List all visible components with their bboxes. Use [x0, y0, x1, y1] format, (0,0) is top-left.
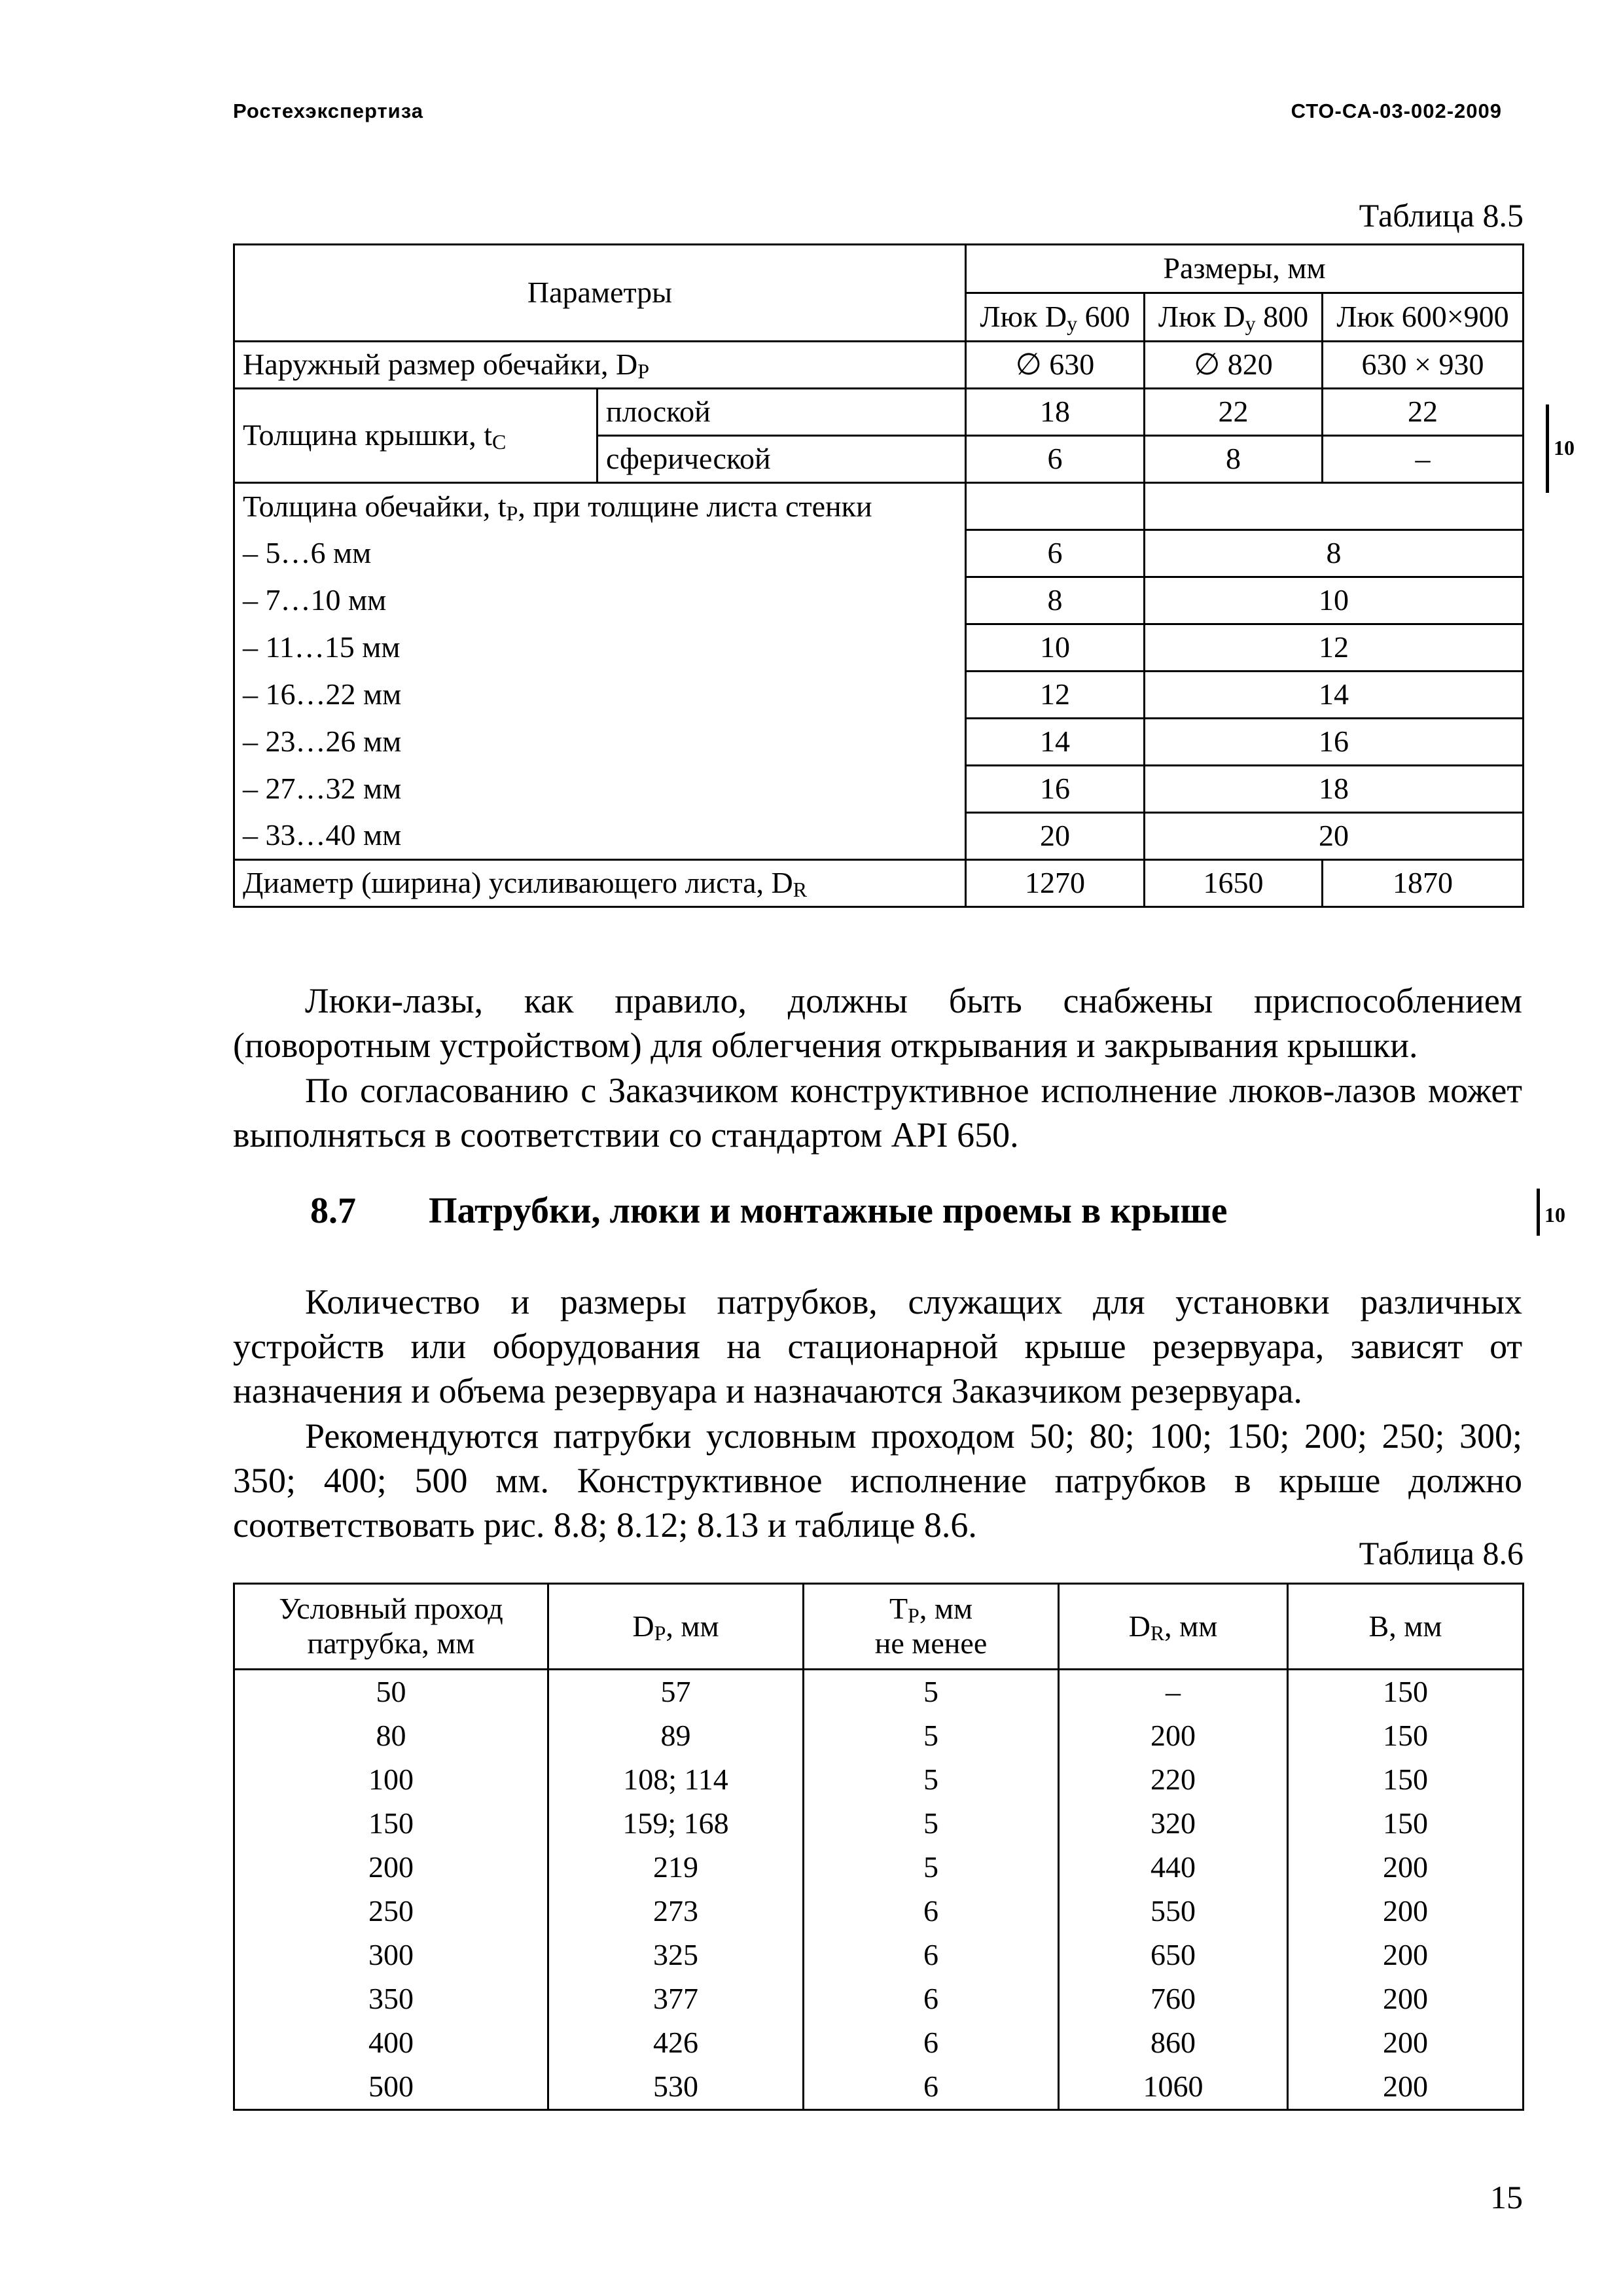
table-cell: 159; 168	[548, 1802, 804, 1846]
table-cell: 650	[1059, 1933, 1288, 1977]
section-title: Патрубки, люки и монтажные проемы в крыше	[429, 1191, 1228, 1231]
outer-size-label: Наружный размер обечайки, $D_P$	[234, 342, 966, 389]
revision-bar	[1537, 1189, 1540, 1236]
table-cell: 14	[966, 719, 1145, 766]
table-8-6-caption: Таблица 8.6	[1359, 1535, 1524, 1571]
table-cell: 6	[966, 530, 1145, 577]
reinforcing-sheet-label: Диаметр (ширина) усиливающего листа, $D_R$	[234, 860, 966, 907]
table-cell	[1145, 483, 1524, 530]
table-cell: 550	[1059, 1890, 1288, 1933]
table-cell: 8	[966, 577, 1145, 624]
flat-label: плоской	[597, 389, 966, 436]
table-cell: 100	[234, 1758, 548, 1802]
table-cell: 860	[1059, 2021, 1288, 2065]
table-cell: 6	[966, 436, 1145, 483]
table-row	[234, 766, 1524, 813]
table-cell: 150	[1288, 1714, 1524, 1758]
col-hatch-600: Люк $D_у$ 600	[966, 293, 1145, 342]
section-number: 8.7	[310, 1191, 356, 1231]
shell-range: – 27…32 мм	[234, 766, 966, 813]
table-cell	[966, 483, 1145, 530]
table-cell: 500	[234, 2065, 548, 2110]
table-row	[234, 1890, 1524, 1933]
table-row	[234, 1977, 1524, 2021]
col-hatch-800: Люк $D_у$ 800	[1145, 293, 1323, 342]
col-params-header: Параметры	[234, 245, 966, 342]
table-cell: 630 × 930	[1323, 342, 1524, 389]
table-cell: 10	[966, 624, 1145, 672]
table-cell: 12	[966, 672, 1145, 719]
table-row	[234, 483, 1524, 530]
table-cell: 20	[966, 813, 1145, 860]
table-cell: 1060	[1059, 2065, 1288, 2110]
col-sizes-header: Размеры, мм	[966, 245, 1524, 293]
table-cell: 150	[1288, 1802, 1524, 1846]
table-cell: 325	[548, 1933, 804, 1977]
table-cell: 6	[804, 1890, 1059, 1933]
table-cell: 1270	[966, 860, 1145, 907]
table-cell: 200	[1288, 1890, 1524, 1933]
header-doc-code: СТО-СА-03-002-2009	[1291, 99, 1502, 122]
col-hatch-600x900: Люк 600×900	[1323, 293, 1524, 342]
table-cell: 219	[548, 1846, 804, 1890]
shell-range: – 23…26 мм	[234, 719, 966, 766]
table-cell: –	[1059, 1670, 1288, 1715]
revision-number: 10	[1544, 1203, 1565, 1227]
table-8-6	[233, 1583, 1524, 2111]
table-8-5	[233, 243, 1524, 908]
table-cell: 6	[804, 2065, 1059, 2110]
paragraph: Рекомендуются патрубки условным проходом 50; 80; 100; 150; 200; 250; 300; 350; 400; 500 мм. Конструктивное исполнение патрубков в крыше должно соответствовать рис. 8.8; 8.12; 8.13 и таблице 8.6.	[233, 1416, 1522, 1545]
cover-thickness-label: Толщина крышки, $t_C$	[234, 389, 597, 483]
table-row	[234, 1714, 1524, 1758]
table-cell: 20	[1145, 813, 1524, 860]
table-row	[234, 1758, 1524, 1802]
table-cell: 5	[804, 1758, 1059, 1802]
table-cell: 200	[1288, 1846, 1524, 1890]
table-cell: 80	[234, 1714, 548, 1758]
table-cell: 12	[1145, 624, 1524, 672]
table-row	[234, 1670, 1524, 1715]
table-cell: 377	[548, 1977, 804, 2021]
table-row	[234, 2021, 1524, 2065]
col-b: B, мм	[1288, 1584, 1524, 1670]
table-cell: 8	[1145, 530, 1524, 577]
table-cell: 1650	[1145, 860, 1323, 907]
table-cell: 8	[1145, 436, 1323, 483]
table-cell: 6	[804, 1933, 1059, 1977]
table-cell: 22	[1323, 389, 1524, 436]
table-cell: 22	[1145, 389, 1323, 436]
col-nominal-bore: Условный проход патрубка, мм	[234, 1584, 548, 1670]
col-dr: $D_R$, мм	[1059, 1584, 1288, 1670]
table-row	[234, 719, 1524, 766]
table-cell: ∅ 630	[966, 342, 1145, 389]
table-cell: 150	[1288, 1670, 1524, 1715]
col-dp: $D_P$, мм	[548, 1584, 804, 1670]
revision-bar	[1546, 404, 1549, 493]
table-row	[234, 342, 1524, 389]
table-row	[234, 813, 1524, 860]
table-cell: 200	[1288, 2021, 1524, 2065]
table-cell: 6	[804, 1977, 1059, 2021]
table-cell: 89	[548, 1714, 804, 1758]
table-cell: 200	[1288, 1977, 1524, 2021]
table-row	[234, 577, 1524, 624]
table-cell: 16	[1145, 719, 1524, 766]
table-cell: 5	[804, 1714, 1059, 1758]
shell-range: – 33…40 мм	[234, 813, 966, 860]
table-cell: 50	[234, 1670, 548, 1715]
table-cell: 300	[234, 1933, 548, 1977]
table-cell: 150	[1288, 1758, 1524, 1802]
table-cell: 400	[234, 2021, 548, 2065]
table-cell: 530	[548, 2065, 804, 2110]
table-cell: 440	[1059, 1846, 1288, 1890]
table-cell: 250	[234, 1890, 548, 1933]
table-cell: –	[1323, 436, 1524, 483]
table-cell: 108; 114	[548, 1758, 804, 1802]
table-cell: 200	[1059, 1714, 1288, 1758]
header-org: Ростехэкспертиза	[233, 99, 423, 122]
table-cell: ∅ 820	[1145, 342, 1323, 389]
table-cell: 14	[1145, 672, 1524, 719]
table-cell: 150	[234, 1802, 548, 1846]
table-cell: 16	[966, 766, 1145, 813]
table-row	[234, 624, 1524, 672]
table-row	[234, 530, 1524, 577]
table-cell: 18	[1145, 766, 1524, 813]
table-cell: 426	[548, 2021, 804, 2065]
table-cell: 273	[548, 1890, 804, 1933]
table-row	[234, 389, 1524, 436]
table-cell: 5	[804, 1802, 1059, 1846]
table-row	[234, 672, 1524, 719]
table-cell: 200	[1288, 2065, 1524, 2110]
revision-number: 10	[1554, 436, 1575, 459]
paragraph: Люки-лазы, как правило, должны быть снабжены приспособлением (поворотным устройством) для облегчения открывания и закрывания крышки.	[233, 981, 1522, 1065]
shell-range: – 5…6 мм	[234, 530, 966, 577]
table-cell: 10	[1145, 577, 1524, 624]
table-row	[234, 1933, 1524, 1977]
table-cell: 1870	[1323, 860, 1524, 907]
table-row	[234, 1846, 1524, 1890]
table-cell: 5	[804, 1846, 1059, 1890]
table-row	[234, 2065, 1524, 2110]
page-number: 15	[1490, 2179, 1523, 2215]
table-cell: 760	[1059, 1977, 1288, 2021]
spherical-label: сферической	[597, 436, 966, 483]
table-cell: 220	[1059, 1758, 1288, 1802]
shell-range: – 11…15 мм	[234, 624, 966, 672]
table-cell: 200	[1288, 1933, 1524, 1977]
table-cell: 320	[1059, 1802, 1288, 1846]
shell-range: – 16…22 мм	[234, 672, 966, 719]
shell-range: – 7…10 мм	[234, 577, 966, 624]
col-tp: $T_P$, мм не менее	[804, 1584, 1059, 1670]
paragraph: По согласованию с Заказчиком конструктивное исполнение люков-лазов может выполняться в соответствии со стандартом API 650.	[233, 1071, 1522, 1155]
table-cell: 5	[804, 1670, 1059, 1715]
table-cell: 57	[548, 1670, 804, 1715]
table-cell: 200	[234, 1846, 548, 1890]
shell-thickness-label: Толщина обечайки, $t_P$, при толщине листа стенки	[234, 483, 966, 530]
paragraph: Количество и размеры патрубков, служащих для установки различных устройств или оборудования на стационарной крыше резервуара, зависят от назначения и объема резервуара и назначаются Заказчиком резервуара.	[233, 1282, 1522, 1410]
table-cell: 6	[804, 2021, 1059, 2065]
table-cell: 18	[966, 389, 1145, 436]
table-row	[234, 1802, 1524, 1846]
table-row	[234, 860, 1524, 907]
table-cell: 350	[234, 1977, 548, 2021]
table-8-5-caption: Таблица 8.5	[1359, 197, 1524, 234]
